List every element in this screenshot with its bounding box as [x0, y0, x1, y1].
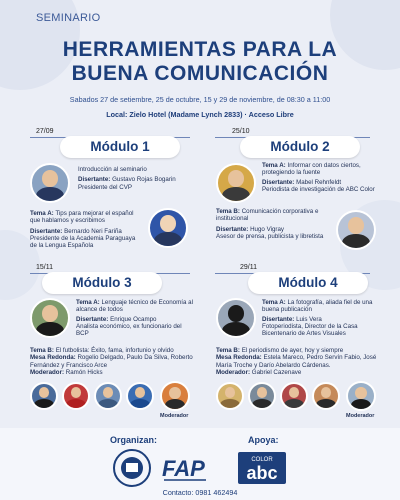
panelist-photo	[248, 382, 276, 410]
speaker-photo	[30, 298, 70, 338]
svg-text:FAP: FAP	[162, 456, 205, 481]
topic-label: Tema B:	[216, 347, 240, 354]
panel-names: Estela Mareco, Pedro Servín Fabio, José María Troche y Darío Abelardo Cárdenas.	[216, 354, 377, 369]
module-1-intro	[78, 166, 198, 191]
speaker-name: Mabel Rehnfeldt	[296, 178, 342, 186]
panel-names: Rogelio Delgado, Paulo Da Silva, Roberto Fernández y Francisco Arce	[30, 354, 193, 369]
panelist-photo	[216, 382, 244, 410]
module-2-date: 25/10	[232, 128, 250, 135]
moderator-caption: Moderador	[160, 413, 189, 419]
panelist-photo	[312, 382, 340, 410]
speaker-photo	[216, 298, 256, 338]
moderator-photo	[346, 381, 376, 411]
speaker-name: Luis Vera	[296, 315, 322, 323]
module-2-topic-a	[262, 162, 380, 193]
speaker-label: Disertante:	[76, 315, 109, 323]
speaker-label: Disertante:	[262, 315, 295, 323]
topic-text: Comunicación corporativa e institucional	[216, 208, 319, 223]
speaker-name: Hugo Vigray	[250, 225, 284, 233]
topic-text: El periodismo de ayer, hoy y siempre	[241, 347, 344, 354]
topic-label: Tema A:	[262, 162, 286, 169]
speaker-role: Analista económico, ex funcionario del BCP	[76, 322, 182, 338]
module-1-topic-a	[30, 210, 140, 249]
topic-text: Informar con datos ciertos, protegiendo la fuente	[262, 162, 361, 177]
topic-text: La fotografía, aliada fiel de una buena publicación	[262, 299, 373, 314]
speaker-role: Periodista de investigación de ABC Color	[262, 185, 375, 193]
svg-text:abc: abc	[246, 463, 278, 483]
intro-title: Introducción al seminario	[78, 166, 147, 173]
title-line-1: HERRAMIENTAS PARA LA	[62, 38, 338, 61]
event-venue: Local: Zielo Hotel (Madame Lynch 2833) · Acceso Libre	[106, 110, 294, 119]
speaker-role: Asesor de prensa, publicista y libretista	[216, 232, 324, 240]
module-3-topic-b	[30, 347, 195, 376]
module-1-label: Módulo 1	[60, 136, 180, 158]
club-veteranos-logo	[112, 448, 152, 488]
panelist-photo	[30, 382, 58, 410]
module-4-topic-b	[216, 347, 381, 376]
speaker-photo	[336, 210, 376, 250]
speaker-role: Presidente de la Academia Paraguaya de la Lengua Española	[30, 234, 136, 250]
moderator-name: Ramón Hicks	[65, 368, 103, 376]
speaker-photo	[148, 208, 188, 248]
panel-label: Mesa Redonda:	[216, 354, 262, 362]
module-4-date: 29/11	[240, 264, 257, 271]
organizan-label: Organizan:	[110, 435, 158, 445]
speaker-name: Gustavo Rojas Bogarin	[112, 176, 176, 184]
speaker-name: Enrique Ocampo	[110, 315, 157, 323]
topic-label: Tema B:	[30, 347, 54, 354]
event-dates: Sabados 27 de setiembre, 25 de octubre, 15 y 29 de noviembre, de 08:30 a 11:00	[69, 95, 331, 104]
apoya-label: Apoya:	[248, 435, 279, 445]
topic-label: Tema B:	[216, 208, 240, 215]
seminar-tag: SEMINARIO	[36, 12, 101, 24]
speaker-label: Disertante:	[30, 227, 63, 235]
module-3-topic-a	[76, 299, 194, 337]
speaker-photo	[216, 163, 256, 203]
moderator-label: Moderador:	[30, 368, 65, 376]
contact-info: Contacto: 0981 462494	[162, 488, 238, 497]
topic-label: Tema A:	[76, 299, 100, 306]
svg-text:COLOR: COLOR	[251, 457, 273, 463]
title-line-2: BUENA COMUNICACIÓN	[71, 62, 329, 85]
speaker-label: Disertante:	[216, 225, 249, 233]
speaker-name: Bernardo Neri Fariña	[64, 227, 122, 235]
module-1-date: 27/09	[36, 128, 54, 135]
speaker-photo	[30, 163, 70, 203]
module-2-label: Módulo 2	[240, 136, 360, 158]
topic-label: Tema A:	[30, 210, 54, 217]
panel-label: Mesa Redonda:	[30, 354, 76, 362]
panelist-photo	[94, 382, 122, 410]
panelist-photo	[126, 382, 154, 410]
speaker-label: Disertante:	[262, 178, 295, 186]
moderator-photo	[160, 381, 190, 411]
speaker-role: Presidente del CVP	[78, 183, 132, 191]
topic-label: Tema A:	[262, 299, 286, 306]
speaker-label: Disertante:	[78, 176, 111, 184]
module-4-topic-a	[262, 299, 380, 337]
module-4-label: Módulo 4	[248, 272, 368, 294]
module-3-date: 15/11	[36, 264, 53, 271]
panelist-photo	[62, 382, 90, 410]
topic-text: Tips para mejorar el español que hablamos y escribimos	[30, 210, 134, 225]
moderator-label: Moderador:	[216, 368, 251, 376]
abc-color-logo	[238, 452, 286, 484]
moderator-caption: Moderador	[346, 413, 375, 419]
module-3-label: Módulo 3	[42, 272, 162, 294]
topic-text: El futbolista: Éxito, fama, infortunio y olvido	[55, 347, 174, 354]
speaker-role: Fotoperiodista, Director de la Casa Bicentenario de Artes Visuales	[262, 322, 358, 338]
module-2-topic-b	[216, 208, 334, 240]
fap-logo	[160, 450, 210, 486]
panelist-photo	[280, 382, 308, 410]
topic-text: Lenguaje técnico de Economía al alcance de todos	[76, 299, 193, 314]
moderator-name: Gabriel Cazenave	[251, 368, 302, 376]
